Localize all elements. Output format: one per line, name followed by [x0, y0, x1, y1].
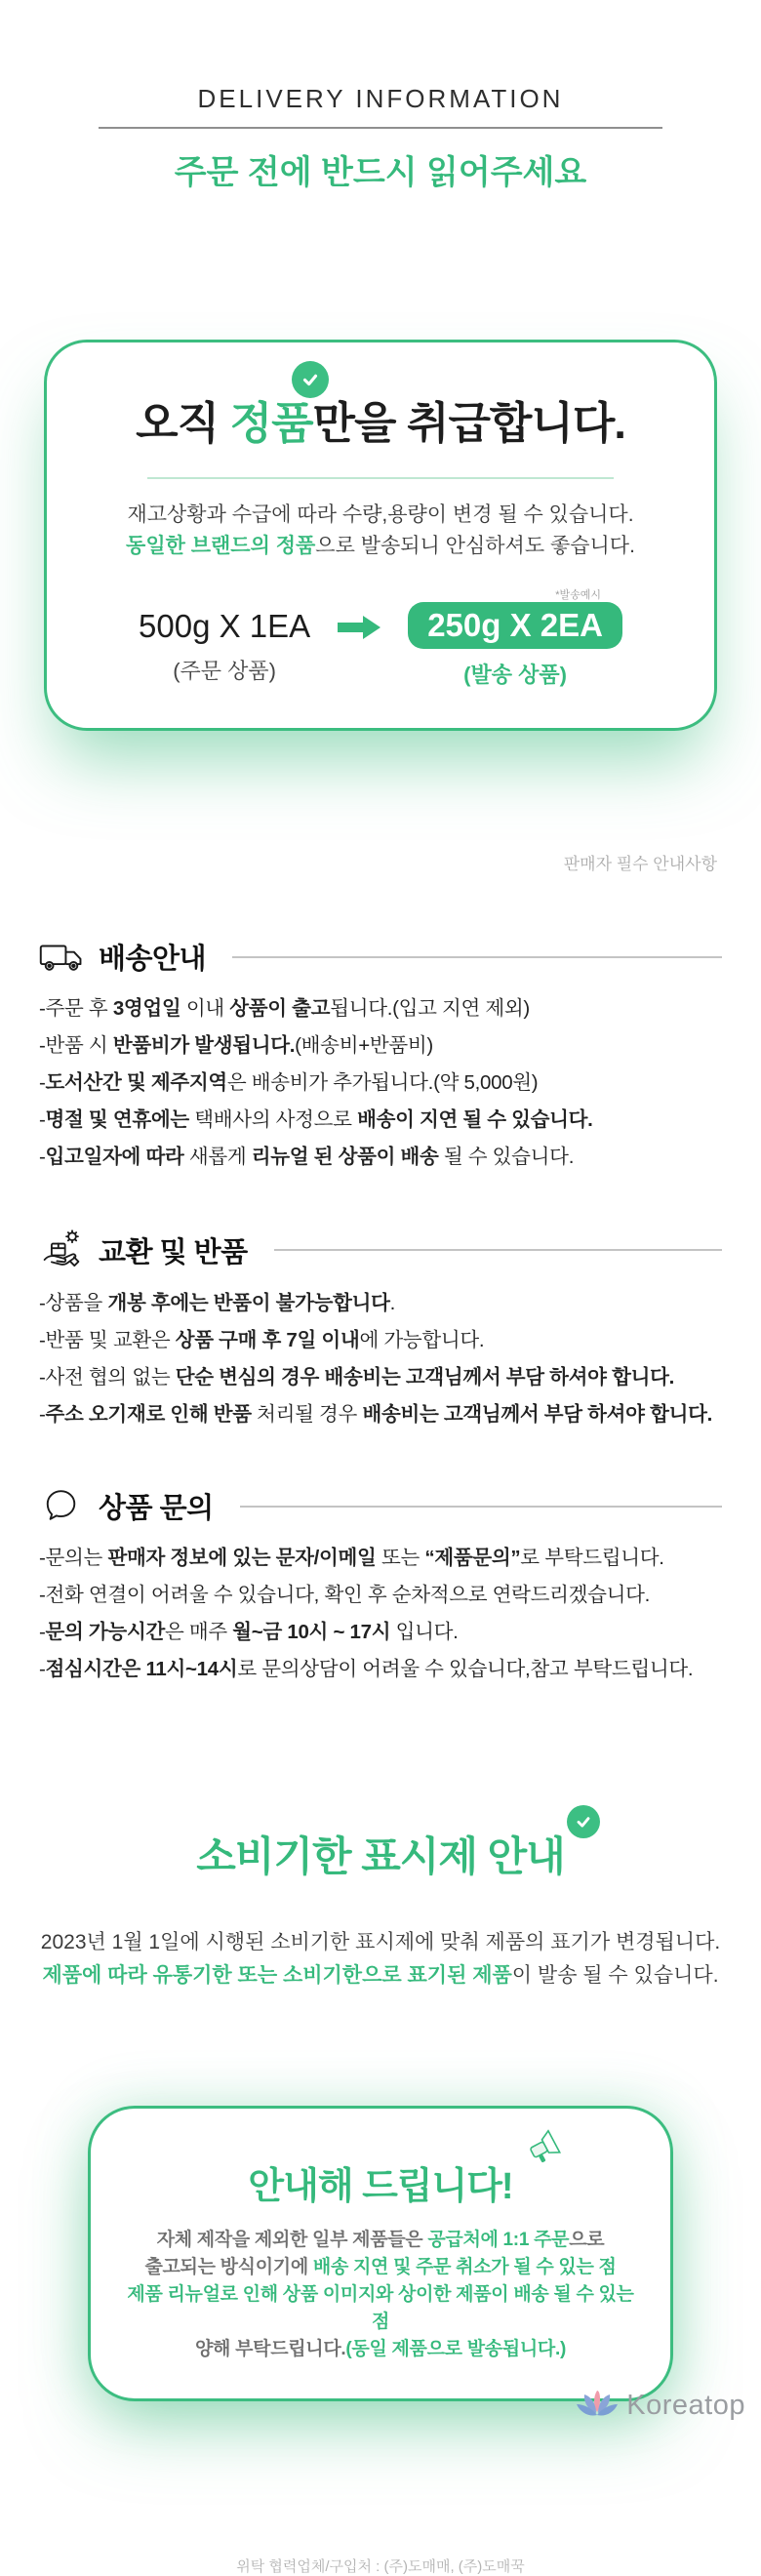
expiry-title-text: 소비기한 표시제 안내	[196, 1833, 565, 1879]
list-item	[39, 1065, 722, 1102]
arrow-right-icon	[336, 602, 382, 646]
text-segment: 새롭게	[183, 1146, 252, 1168]
list-item	[39, 1577, 722, 1614]
notice-line	[116, 2227, 645, 2254]
partner-companies-note: 위탁 협력업체/구입처 : (주)도매매, (주)도매꾹	[236, 2558, 525, 2575]
logo-text: Koreatop	[626, 2390, 745, 2421]
text-segment: -전화 연결이 어려울 수 있습니다, 확인 후 순차적으로 연락드리겠습니다.	[39, 1584, 651, 1606]
text-segment: -주문 후	[39, 997, 113, 1020]
text-segment: (배송비+반품비)	[295, 1034, 433, 1057]
order-product-caption: (주문 상품)	[173, 659, 276, 683]
notice-title-text: 안내해 드립니다!	[248, 2166, 513, 2207]
title-highlight	[230, 387, 313, 451]
koreatop-logo	[575, 2387, 745, 2425]
lotus-icon	[575, 2387, 620, 2425]
section-header-exchange-return	[39, 1228, 722, 1271]
list-item	[39, 1027, 722, 1065]
title-prefix: 오직	[136, 398, 230, 448]
genuine-box-title	[47, 387, 714, 451]
header-divider	[99, 127, 662, 129]
expiry-title	[196, 1825, 565, 1883]
expiry-section	[0, 1825, 761, 1992]
text-segment: 3영업일	[112, 997, 181, 1020]
text-segment: 은 배송비가 추가됩니다.(약 5,000원)	[226, 1071, 539, 1094]
text-segment: 월~금 10시 ~ 17시	[232, 1621, 391, 1643]
product-swap-row	[47, 602, 714, 689]
notice-line	[116, 2336, 645, 2363]
text-segment: 출고되는 방식이기에	[144, 2257, 313, 2277]
text-segment: 입고일자에 따라	[45, 1146, 184, 1168]
section-rule	[240, 1506, 722, 1508]
notice-line	[116, 2281, 645, 2336]
text-segment: 또는	[376, 1547, 425, 1569]
text-segment: 판매자 정보에 있는 문자/이메일	[107, 1547, 377, 1569]
text-segment: -	[39, 1621, 46, 1643]
text-segment: -	[39, 1108, 46, 1131]
text-segment: 에 가능합니다.	[359, 1329, 485, 1351]
notice-body	[116, 2227, 645, 2363]
text-segment: (동일 제품으로 발송됩니다.)	[345, 2339, 566, 2359]
seller-required-note: 판매자 필수 안내사항	[563, 855, 717, 873]
section-header-product-inquiry	[39, 1486, 722, 1526]
expiry-line2	[0, 1959, 761, 1992]
section-title: 교환 및 반품	[99, 1236, 248, 1268]
text-segment: 개봉 후에는 반품이 불가능합니다	[107, 1292, 390, 1314]
text-segment: 상품이 출고	[229, 997, 331, 1020]
list-item	[39, 1322, 722, 1359]
text-segment: .	[389, 1292, 396, 1314]
text-segment: 명절 및 연휴에는	[45, 1108, 189, 1131]
text-segment: 상품 구매 후 7일 이내	[175, 1329, 360, 1351]
notice-box	[88, 2106, 673, 2401]
text-segment: 로 문의상담이 어려울 수 있습니다,참고 부탁드립니다.	[237, 1658, 694, 1680]
stock-notice-line: 재고상황과 수급에 따라 수량,용량이 변경 될 수 있습니다.	[127, 503, 634, 526]
page-header	[0, 0, 761, 193]
text-segment: 이내	[180, 997, 230, 1020]
text-segment: -문의는	[39, 1547, 108, 1569]
shipping-example-note: *발송예시	[555, 589, 601, 601]
brand-notice-line	[47, 531, 714, 562]
check-icon	[567, 1805, 600, 1838]
genuine-product-box	[44, 340, 717, 731]
notice-title	[248, 2155, 512, 2209]
text-segment: -반품 및 교환은	[39, 1329, 176, 1351]
info-sections	[0, 937, 761, 1688]
notice-line	[116, 2254, 645, 2281]
expiry-rest: 이 발송 될 수 있습니다.	[511, 1964, 719, 1987]
ship-product-col	[408, 602, 622, 689]
text-segment: 양해 부탁드립니다.	[195, 2339, 346, 2359]
text-segment: 반품비가 발생됩니다.	[112, 1034, 296, 1057]
title-suffix: 만을 취급합니다.	[312, 398, 625, 448]
section-header-shipping	[39, 937, 722, 977]
text-segment: -사전 협의 없는	[39, 1366, 176, 1389]
section-list-shipping	[39, 990, 722, 1176]
megaphone-icon	[523, 2126, 564, 2177]
order-product-label: 500g X 1EA	[139, 608, 311, 644]
ship-product-caption: (발송 상품)	[463, 663, 567, 687]
text-segment: 주소 오기재로 인해 반품	[45, 1403, 252, 1426]
list-item	[39, 1396, 722, 1433]
text-segment: 될 수 있습니다.	[438, 1146, 575, 1168]
list-item	[39, 1285, 722, 1322]
text-segment: 처리될 경우	[251, 1403, 363, 1426]
text-segment: “제품문의”	[424, 1547, 521, 1569]
truck-icon	[39, 941, 84, 974]
list-item	[39, 1651, 722, 1688]
text-segment: 으로	[569, 2230, 605, 2250]
check-icon	[292, 361, 329, 398]
text-segment: 제품 리뉴얼로 인해 상품 이미지와 상이한 제품이 배송 될 수 있는 점	[127, 2284, 634, 2332]
text-segment: -	[39, 1658, 46, 1680]
list-item	[39, 1540, 722, 1577]
delivery-info-eyebrow: DELIVERY INFORMATION	[197, 84, 564, 113]
section-list-product-inquiry	[39, 1540, 722, 1688]
list-item	[39, 1614, 722, 1651]
text-segment: 배송 지연 및 주문 취소가 될 수 있는 점	[312, 2257, 617, 2277]
ship-product-label: 250g X 2EA	[408, 602, 622, 649]
list-item	[39, 990, 722, 1027]
list-item	[39, 1139, 722, 1176]
text-segment: 배송비는 고객님께서 부담 하셔야 합니다.	[362, 1403, 712, 1426]
text-segment: 단순 변심의 경우 배송비는 고객님께서 부담 하셔야 합니다.	[175, 1366, 674, 1389]
text-segment: 택배사의 사정으로	[188, 1108, 358, 1131]
text-segment: 도서산간 및 제주지역	[45, 1071, 227, 1094]
hand-box-icon	[39, 1228, 84, 1271]
text-segment: 됩니다.(입고 지연 제외)	[330, 997, 530, 1020]
text-segment: -반품 시	[39, 1034, 113, 1057]
expiry-highlight: 제품에 따라 유통기한 또는 소비기한으로 표기된 제품	[42, 1964, 512, 1987]
section-rule	[274, 1249, 722, 1251]
text-segment: 공급처에 1:1 주문	[427, 2230, 570, 2250]
text-segment: -	[39, 1403, 46, 1426]
section-list-exchange-return	[39, 1285, 722, 1433]
list-item	[39, 1102, 722, 1139]
brand-rest: 으로 발송되니 안심하셔도 좋습니다.	[315, 534, 635, 557]
box-divider	[147, 477, 614, 479]
order-product-col	[139, 602, 310, 685]
section-title: 상품 문의	[99, 1493, 214, 1524]
expiry-line1: 2023년 1월 1일에 시행된 소비기한 표시제에 맞춰 제품의 표기가 변경됩니다.	[40, 1931, 721, 1953]
chat-icon	[39, 1488, 84, 1525]
text-segment: 자체 제작을 제외한 일부 제품들은	[156, 2230, 428, 2250]
section-rule	[232, 956, 722, 958]
brand-highlight: 동일한 브랜드의 정품	[126, 534, 316, 557]
text-segment: 배송이 지연 될 수 있습니다.	[357, 1108, 593, 1131]
title-highlight-text: 정품	[229, 398, 313, 448]
text-segment: -	[39, 1071, 46, 1094]
text-segment: 점심시간은 11시~14시	[45, 1658, 238, 1680]
section-title: 배송안내	[99, 944, 207, 975]
page-title: 주문 전에 반드시 읽어주세요	[174, 154, 587, 191]
text-segment: -	[39, 1146, 46, 1168]
text-segment: 리뉴얼 된 상품이 배송	[251, 1146, 439, 1168]
list-item	[39, 1359, 722, 1396]
text-segment: 은 매주	[164, 1621, 233, 1643]
text-segment: 입니다.	[390, 1621, 459, 1643]
text-segment: 로 부탁드립니다.	[520, 1547, 664, 1569]
text-segment: -상품을	[39, 1292, 108, 1314]
text-segment: 문의 가능시간	[45, 1621, 165, 1643]
